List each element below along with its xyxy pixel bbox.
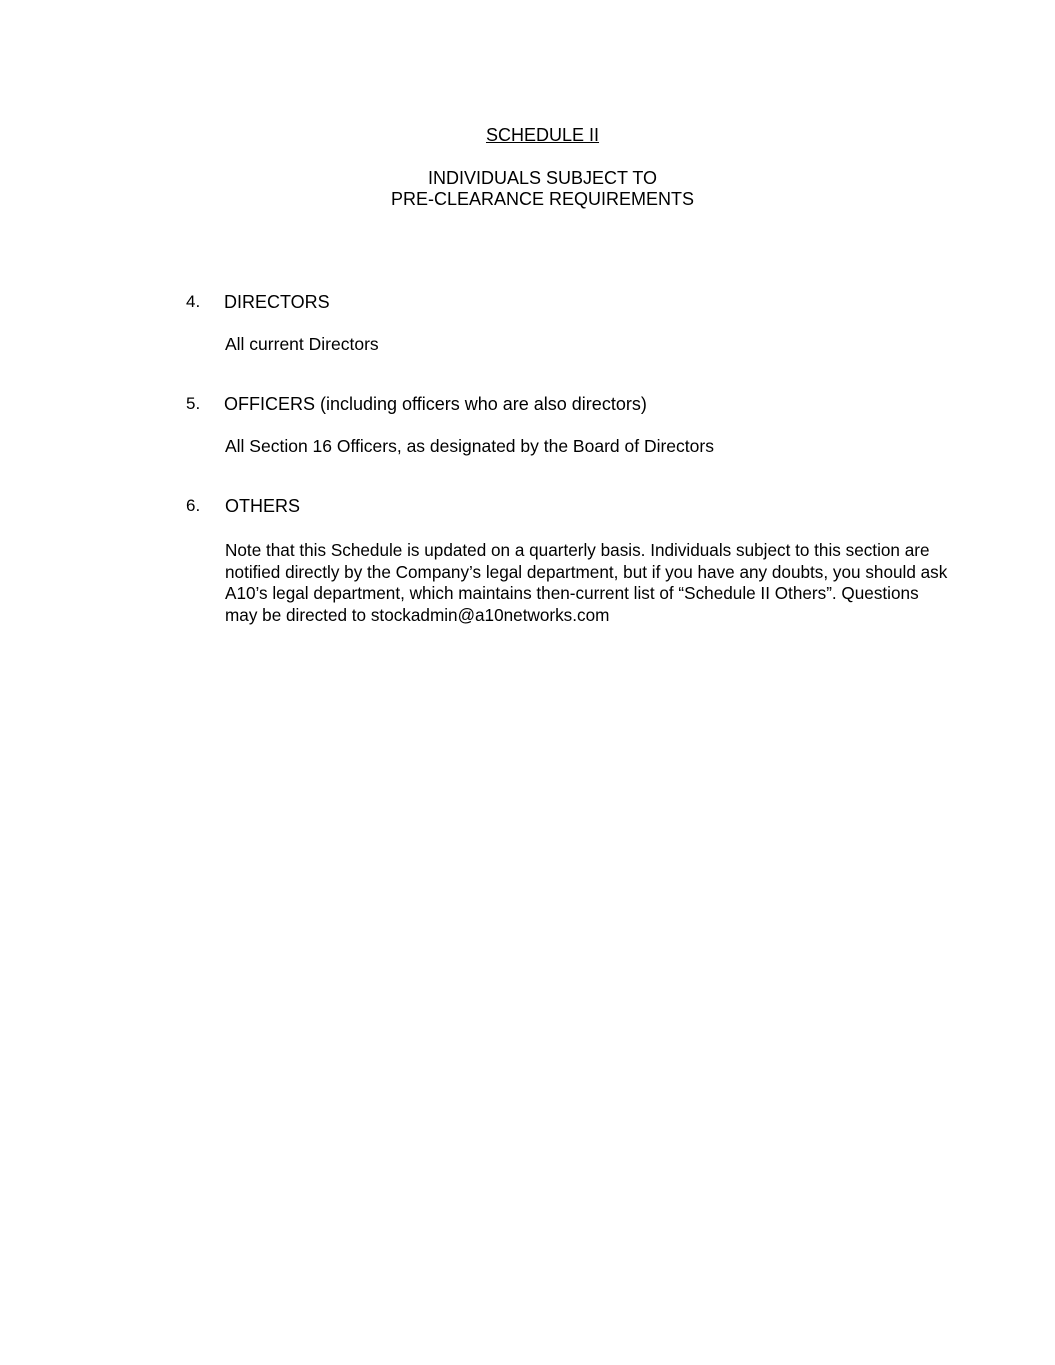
schedule-title: SCHEDULE II bbox=[485, 125, 600, 145]
section-6-paragraph bbox=[225, 540, 975, 626]
section-5-body: All Section 16 Officers, as designated by the Board of Directors bbox=[225, 436, 714, 456]
section-6-paragraph-line: notified directly by the Company’s legal department, but if you have any doubts, you should ask bbox=[225, 561, 948, 582]
section-6-paragraph-line: Note that this Schedule is updated on a quarterly basis. Individuals subject to this section are bbox=[225, 540, 930, 560]
section-4-body: All current Directors bbox=[225, 334, 379, 354]
section-6-paragraph-line: may be directed to stockadmin@a10networks.com bbox=[225, 604, 610, 625]
section-5-number: 5. bbox=[186, 394, 201, 413]
section-4-heading: DIRECTORS bbox=[224, 292, 330, 312]
section-6-paragraph-line: A10’s legal department, which maintains then-current list of “Schedule II Others”. Questions bbox=[225, 583, 919, 603]
schedule-subtitle-line-2: PRE-CLEARANCE REQUIREMENTS bbox=[390, 189, 695, 209]
section-4-number: 4. bbox=[186, 292, 201, 311]
section-6-number: 6. bbox=[186, 496, 201, 515]
section-6-heading: OTHERS bbox=[225, 496, 301, 516]
section-5-heading: OFFICERS (including officers who are also directors) bbox=[224, 394, 647, 414]
schedule-subtitle-line-1: INDIVIDUALS SUBJECT TO bbox=[427, 168, 658, 188]
